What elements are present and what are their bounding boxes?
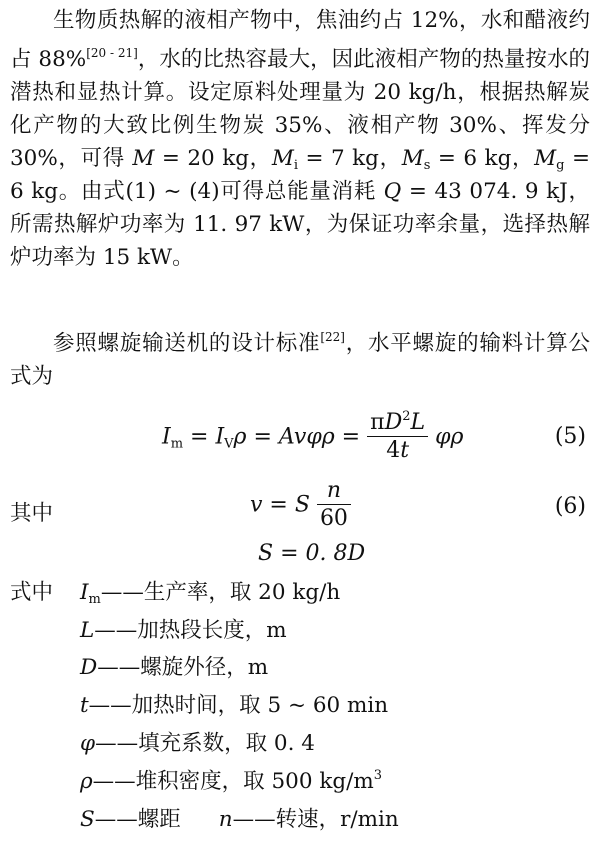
equation-6: [0, 474, 600, 540]
citation-22: [22]: [320, 330, 345, 344]
p2-text-a: 参照螺旋输送机的设计标准: [53, 331, 321, 356]
citation-20-21: [20 - 21]: [86, 46, 138, 60]
p1-q-eq: = 43 074. 9 kJ，所需热解炉功率为 11. 97 kW，为保证功率余量，选择热解炉功率为 15 kW。: [10, 179, 591, 270]
p2-text-b: ，水平螺旋的输料计算公式为: [10, 331, 590, 389]
p1-ms-eq: = 6 kg，: [430, 146, 535, 171]
p1-mg-eq: = 6 kg。由式(1) ~ (4)可得总能量消耗: [10, 146, 590, 204]
p1-m-eq: = 20 kg，: [154, 146, 272, 171]
pitch-equation: [0, 539, 600, 571]
paragraph-screw-conveyor: [10, 321, 590, 393]
pitch-equation-text: S = 0. 8D: [258, 541, 366, 566]
equation-6-lead: 其中: [10, 501, 54, 526]
equation-5: [0, 396, 600, 466]
paragraph-heat-calculation: 生物质热解的液相产物中，焦油约占 12%，水和醋液约占 88%[20 - 21]，水的比热容最大，因此液相产物的热量按水的潜热和显热计算。设定原料处理量为 20 kg/h，根据热解炭化产物的大致比例生物炭 35%、液相产物 30%、挥发分 30%，可得 M = 20 kg，$M_i = 7$ kg，$M_s = 6$ kg，$M_g = 6$ kg。由式(1) ~ (4)可得总能量消耗 Q = 43 074. 9 kJ，所需热解炉功率为 11. 97 kW，为保证功率余量，选择热解炉功率为 15 kW。: [10, 8, 591, 270]
equation-5-fraction: $\frac{\pi D^2L}{4t}$: [367, 410, 428, 465]
equation-6-body: v = S $\frac{n}{60}$: [250, 478, 351, 533]
p1-text-a: 生物质热解的液相产物中，焦油约占 12%，水和醋液约占 88%: [10, 8, 590, 72]
p1-text-b: ，水的比热容最大，因此液相产物的热量按水的潜热和显热计算。设定原料处理量为 20 kg/h，根据热解炭化产物的大致比例生物炭 35%、液相产物 30%、挥发分 30%，可得: [10, 47, 590, 171]
equation-5-body: $I_m = I_V\rho = Av\varphi\rho$ = $\frac{\pi D^2L}{4t}$ φρ: [162, 409, 464, 463]
p1-mi-eq: = 7 kg，: [298, 146, 402, 171]
equation-6-number: (6): [554, 494, 586, 519]
equation-5-number: (5): [554, 424, 586, 449]
paper-page: 生物质热解的液相产物中，焦油约占 12%，水和醋液约占 88%[20 - 21]，水的比热容最大，因此液相产物的热量按水的潜热和显热计算。设定原料处理量为 20 kg/h，根据热解炭化产物的大致比例生物炭 35%、液相产物 30%、挥发分 30%，可得 M = 20 kg，$M_i = 7$ kg，$M_s = 6$ kg，$M_g = 6$ kg。由式(1) ~ (4)可得总能量消耗 Q = 43 074. 9 kJ，所需热解炉功率为 11. 97 kW，为保证功率余量，选择热解炉功率为 15 kW。 参照螺旋输送机的设计标准[22]，水平螺旋的输料计算公式为 $I_m = I_V\rho = Av\varphi\rho$ = $\frac{\pi D^2L}{4t}$ φρ (5) 其中 v = S $\frac{n}{60}$ (6) S = 0. 8D 式中 $I_m——$生产率，取 20 kg/h L——加热段长度，m D——螺旋外径，m t——加热时间，取 5 ~ 60 min φ——填充系数，取 0. 4 ρ——堆积密度，取 500 $kg/m^3$ S——螺距 n——转速，r/min: [0, 0, 600, 847]
definitions-lead: 式中: [10, 580, 54, 605]
equation-6-fraction: $\frac{n}{60}$: [317, 478, 351, 533]
